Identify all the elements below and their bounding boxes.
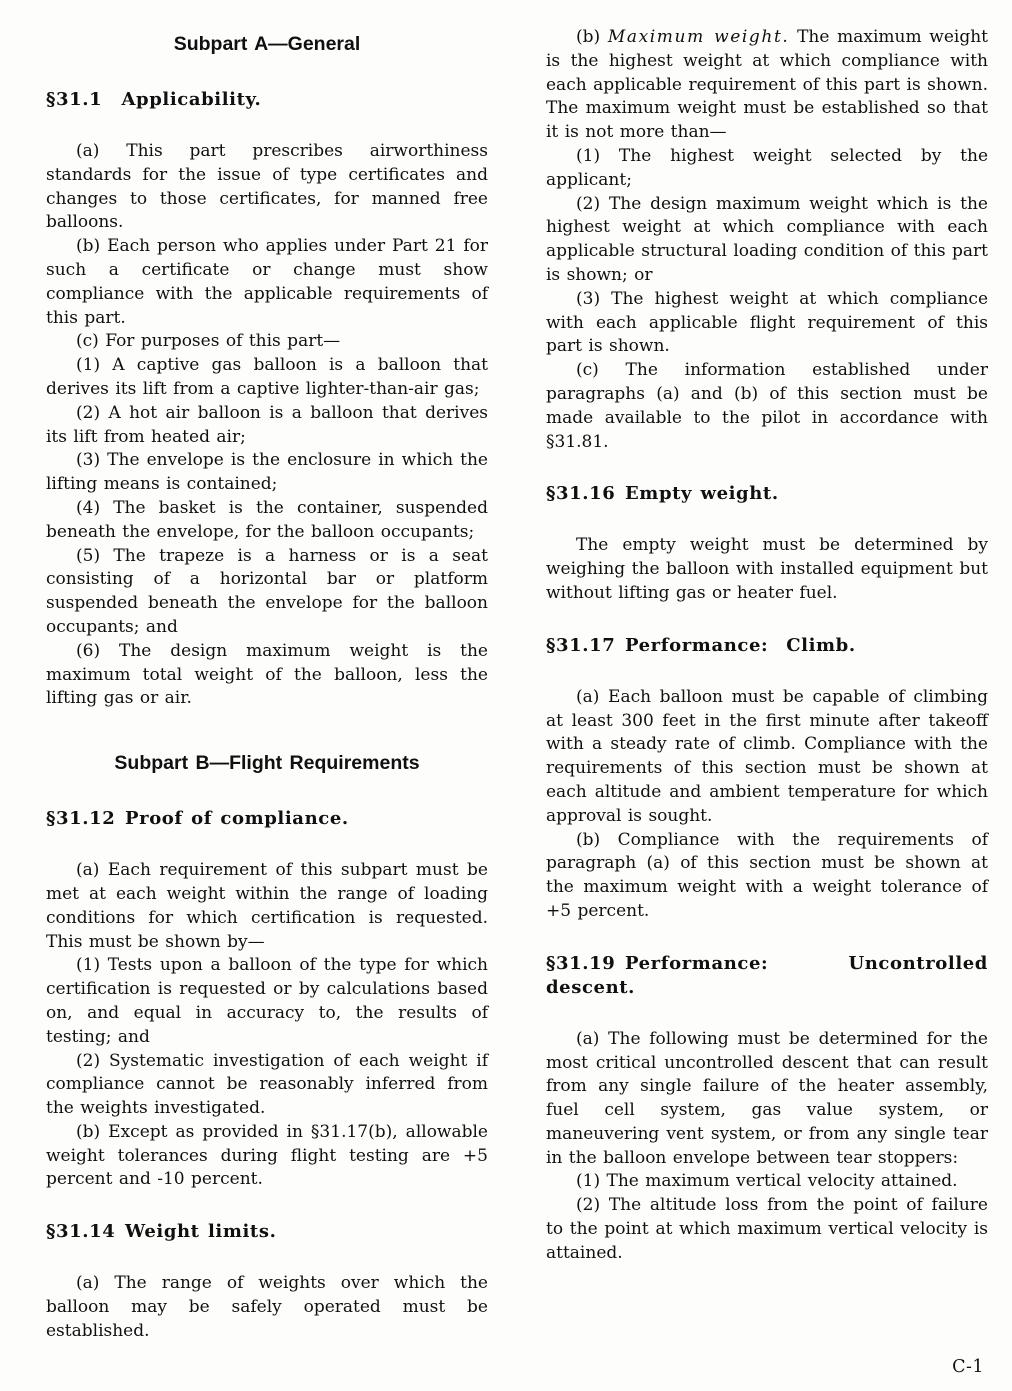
paragraph: (a) Each requirement of this subpart must be met at each weight within the range of loading conditions for which certification is requested. This must be shown by— <box>46 860 488 952</box>
column-left <box>46 26 488 1344</box>
section-heading: §31.19 Performance: Uncontrolled descent. <box>546 952 988 998</box>
paragraph: (1) The highest weight selected by the applicant; <box>546 145 988 190</box>
columns-wrap <box>46 26 988 1344</box>
section-heading: §31.1 Applicability. <box>46 89 262 110</box>
paragraph: (c) For purposes of this part— <box>76 331 341 352</box>
paragraph: (2) The altitude loss from the point of failure to the point at which maximum vertical velocity is attained. <box>546 1195 988 1263</box>
paragraph: (1) Tests upon a balloon of the type for which certification is requested or by calculations based on, and equal in accuracy to, the results of testing; and <box>46 955 488 1047</box>
section-heading: §31.16 Empty weight. <box>546 483 779 505</box>
text-run: (b) <box>576 27 608 47</box>
paragraph: (6) The design maximum weight is the maximum total weight of the balloon, less the lifting gas or air. <box>46 640 488 709</box>
paragraph: (b) Each person who applies under Part 21 for such a certificate or change must show compliance with the applicable requirements of this part. <box>46 236 488 328</box>
section-heading: §31.17 Performance: Climb. <box>546 634 856 656</box>
paragraph: (4) The basket is the container, suspended beneath the envelope, for the balloon occupants; <box>46 497 488 542</box>
paragraph: (a) The following must be determined for the most critical uncontrolled descent that can result from any single failure of the heater assembly, fuel cell system, gas value system, or maneuvering vent system, or from any single tear in the balloon envelope between tear stoppers: <box>546 1028 988 1168</box>
paragraph: (1) A captive gas balloon is a balloon that derives its lift from a captive lighter-than-air gas; <box>46 355 488 399</box>
paragraph: (2) The design maximum weight which is the highest weight at which compliance with each applicable structural loading condition of this part is shown; or <box>546 193 988 285</box>
paragraph: (c) The information established under paragraphs (a) and (b) of this section must be made available to the pilot in accordance with §31.81. <box>546 360 988 452</box>
paragraph: (2) A hot air balloon is a balloon that derives its lift from heated air; <box>46 402 488 447</box>
page-number: C-1 <box>952 1357 984 1377</box>
column-right <box>546 26 988 1344</box>
italic-run: Maximum weight. <box>607 27 790 47</box>
section-heading: §31.14 Weight limits. <box>46 1221 277 1243</box>
paragraph: (1) The maximum vertical velocity attained. <box>576 1171 958 1192</box>
text-run: The maximum weight is the highest weight at which compliance with each applicable requirement of this part is shown. The maximum weight must be established so that it is not more than— <box>546 27 988 143</box>
subpart-heading: Subpart A—General <box>173 33 361 55</box>
paragraph: (2) Systematic investigation of each weight if compliance cannot be reasonably inferred from the weights investigated. <box>46 1050 488 1119</box>
paragraph <box>546 26 988 145</box>
paragraph: (3) The envelope is the enclosure in which the lifting means is contained; <box>46 450 488 495</box>
subpart-heading: Subpart B—Flight Requirements <box>114 752 420 775</box>
paragraph: (a) This part prescribes airworthiness standards for the issue of type certificates and changes to those certificates, for manned free balloons. <box>46 141 488 233</box>
paragraph: (b) Compliance with the requirements of paragraph (a) of this section must be shown at the maximum weight with a weight tolerance of +5 percent. <box>546 829 988 921</box>
paragraph: (a) Each balloon must be capable of climbing at least 300 feet in the first minute after takeoff with a steady rate of climb. Compliance with the requirements of this section must be shown at each altitude and ambient temperature for which approval is sought. <box>546 686 988 826</box>
paragraph: (5) The trapeze is a harness or is a seat consisting of a horizontal bar or platform suspended beneath the envelope for the balloon occupants; and <box>46 545 488 637</box>
paragraph: (a) The range of weights over which the balloon may be safely operated must be established. <box>46 1273 488 1341</box>
paragraph: (b) Except as provided in §31.17(b), allowable weight tolerances during flight testing are +5 percent and -10 percent. <box>46 1121 488 1190</box>
section-heading: §31.12 Proof of compliance. <box>46 808 349 830</box>
paragraph: The empty weight must be determined by weighing the balloon with installed equipment but without lifting gas or heater fuel. <box>546 535 988 603</box>
paragraph: (3) The highest weight at which compliance with each applicable flight requirement of this part is shown. <box>546 288 988 357</box>
